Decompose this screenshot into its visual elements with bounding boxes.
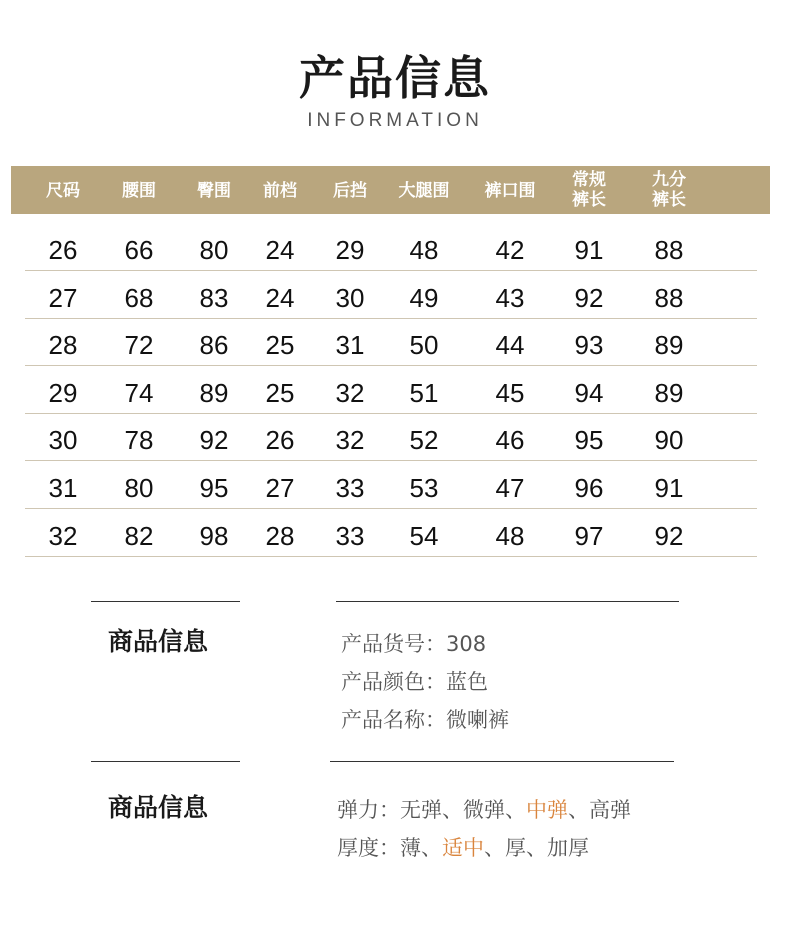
attribute-option: 微弹 bbox=[463, 798, 505, 822]
table-cell: 94 bbox=[574, 377, 604, 408]
attribute-option: 中弹 bbox=[526, 798, 568, 822]
table-cell: 72 bbox=[124, 330, 154, 361]
table-cell: 44 bbox=[495, 330, 525, 361]
divider bbox=[91, 601, 240, 602]
table-cell: 82 bbox=[124, 520, 154, 551]
table-cell: 31 bbox=[48, 473, 78, 503]
page-subtitle: INFORMATION bbox=[307, 110, 483, 131]
attribute-option: 薄 bbox=[400, 836, 421, 860]
table-cell: 33 bbox=[335, 520, 365, 551]
table-cell: 48 bbox=[409, 235, 439, 265]
table-cell: 27 bbox=[48, 282, 78, 313]
table-cell: 24 bbox=[265, 282, 295, 313]
table-cell: 47 bbox=[495, 473, 525, 503]
table-cell: 31 bbox=[335, 330, 365, 361]
divider bbox=[330, 761, 674, 762]
table-cell: 74 bbox=[124, 377, 154, 408]
table-cell: 28 bbox=[48, 330, 78, 361]
elasticity-line: 弹力：无弹、微弹、中弹、高弹 bbox=[337, 798, 631, 822]
table-cell: 30 bbox=[335, 282, 365, 313]
table-cell: 83 bbox=[199, 282, 229, 313]
column-header: 九分 裤长 bbox=[652, 170, 686, 210]
table-cell: 26 bbox=[48, 235, 78, 265]
table-cell: 66 bbox=[124, 235, 154, 265]
table-cell: 97 bbox=[574, 520, 604, 551]
table-cell: 24 bbox=[265, 235, 295, 265]
table-cell: 30 bbox=[48, 425, 78, 456]
divider bbox=[336, 601, 679, 602]
table-cell: 90 bbox=[654, 425, 684, 456]
product-color: 产品颜色：蓝色 bbox=[341, 670, 488, 694]
column-header: 后挡 bbox=[333, 181, 367, 201]
table-cell: 68 bbox=[124, 282, 154, 313]
attribute-label: 厚度： bbox=[337, 836, 400, 860]
table-cell: 28 bbox=[265, 520, 295, 551]
table-cell: 49 bbox=[409, 282, 439, 313]
table-cell: 96 bbox=[574, 473, 604, 503]
table-cell: 42 bbox=[495, 235, 525, 265]
table-cell: 43 bbox=[495, 282, 525, 313]
table-cell: 29 bbox=[48, 377, 78, 408]
table-cell: 92 bbox=[654, 520, 684, 551]
product-sku: 产品货号：308 bbox=[341, 632, 487, 656]
table-cell: 95 bbox=[574, 425, 604, 456]
attribute-option: 高弹 bbox=[589, 798, 631, 822]
column-header: 前档 bbox=[263, 181, 297, 201]
column-header: 常规 裤长 bbox=[572, 170, 606, 210]
table-cell: 32 bbox=[48, 520, 78, 551]
column-header: 尺码 bbox=[46, 181, 80, 201]
table-cell: 54 bbox=[409, 520, 439, 551]
table-cell: 89 bbox=[654, 377, 684, 408]
table-cell: 80 bbox=[199, 235, 229, 265]
table-cell: 25 bbox=[265, 330, 295, 361]
attribute-option: 加厚 bbox=[547, 836, 589, 860]
attributes-title: 商品信息 bbox=[108, 793, 209, 822]
table-cell: 92 bbox=[199, 425, 229, 456]
column-header: 裤口围 bbox=[484, 181, 536, 201]
column-header: 臀围 bbox=[197, 181, 231, 201]
table-cell: 92 bbox=[574, 282, 604, 313]
table-cell: 32 bbox=[335, 377, 365, 408]
table-cell: 86 bbox=[199, 330, 229, 361]
column-header: 腰围 bbox=[122, 181, 156, 201]
attribute-option: 适中 bbox=[442, 836, 484, 860]
table-cell: 95 bbox=[199, 473, 229, 503]
table-cell: 91 bbox=[654, 473, 684, 503]
table-cell: 80 bbox=[124, 473, 154, 503]
table-cell: 27 bbox=[265, 473, 295, 503]
table-cell: 26 bbox=[265, 425, 295, 456]
table-cell: 48 bbox=[495, 520, 525, 551]
column-header: 大腿围 bbox=[398, 181, 450, 201]
table-cell: 32 bbox=[335, 425, 365, 456]
table-cell: 29 bbox=[335, 235, 365, 265]
page-title: 产品信息 bbox=[299, 51, 491, 105]
table-cell: 33 bbox=[335, 473, 365, 503]
thickness-line: 厚度：薄、适中、厚、加厚 bbox=[337, 836, 589, 860]
divider bbox=[91, 761, 240, 762]
table-cell: 93 bbox=[574, 330, 604, 361]
table-cell: 88 bbox=[654, 282, 684, 313]
table-cell: 50 bbox=[409, 330, 439, 361]
attribute-option: 无弹 bbox=[400, 798, 442, 822]
table-cell: 46 bbox=[495, 425, 525, 456]
table-cell: 78 bbox=[124, 425, 154, 456]
product-info-title: 商品信息 bbox=[108, 627, 209, 656]
product-name: 产品名称：微喇裤 bbox=[341, 708, 509, 732]
table-cell: 53 bbox=[409, 473, 439, 503]
table-cell: 25 bbox=[265, 377, 295, 408]
table-cell: 91 bbox=[574, 235, 604, 265]
table-cell: 52 bbox=[409, 425, 439, 456]
table-cell: 98 bbox=[199, 520, 229, 551]
table-cell: 89 bbox=[199, 377, 229, 408]
table-cell: 89 bbox=[654, 330, 684, 361]
table-cell: 51 bbox=[409, 377, 439, 408]
attribute-label: 弹力： bbox=[337, 798, 400, 822]
table-cell: 88 bbox=[654, 235, 684, 265]
table-cell: 45 bbox=[495, 377, 525, 408]
attribute-option: 厚 bbox=[505, 836, 526, 860]
